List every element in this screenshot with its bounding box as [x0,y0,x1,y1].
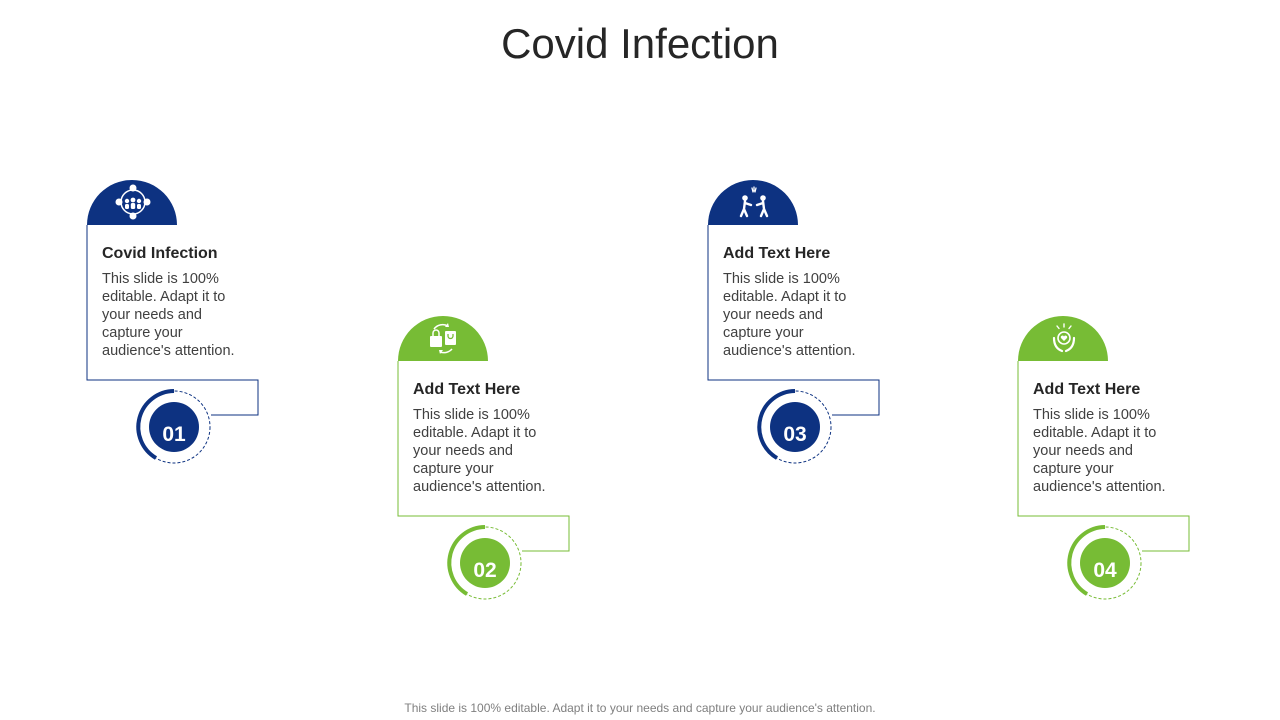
shopping-exchange-icon [424,318,464,358]
step-description: This slide is 100% editable. Adapt it to your needs and capture your audience's attention. [1033,407,1166,495]
step-heading: Add Text Here [723,245,831,262]
step-heading: Covid Infection [102,245,218,262]
slide-title: Covid Infection [501,20,779,67]
step-number: 03 [783,423,807,446]
hands-heart-icon [1044,318,1084,358]
step-card-03 [708,180,1008,510]
step-description: This slide is 100% editable. Adapt it to your needs and capture your audience's attention. [723,271,856,359]
step-description: This slide is 100% editable. Adapt it to your needs and capture your audience's attention. [413,407,546,495]
step-number: 01 [162,423,186,446]
step-card-02 [398,316,698,646]
step-number: 04 [1093,559,1117,582]
step-card-04 [1018,316,1280,646]
step-heading: Add Text Here [413,381,521,398]
step-number: 02 [473,559,497,582]
step-heading: Add Text Here [1033,381,1141,398]
step-description: This slide is 100% editable. Adapt it to your needs and capture your audience's attention. [102,271,235,359]
people-network-icon [113,182,153,222]
footer-note: This slide is 100% editable. Adapt it to your needs and capture your audience's attention. [404,701,876,715]
step-card-01 [87,180,387,510]
people-sneezing-icon [734,182,774,222]
